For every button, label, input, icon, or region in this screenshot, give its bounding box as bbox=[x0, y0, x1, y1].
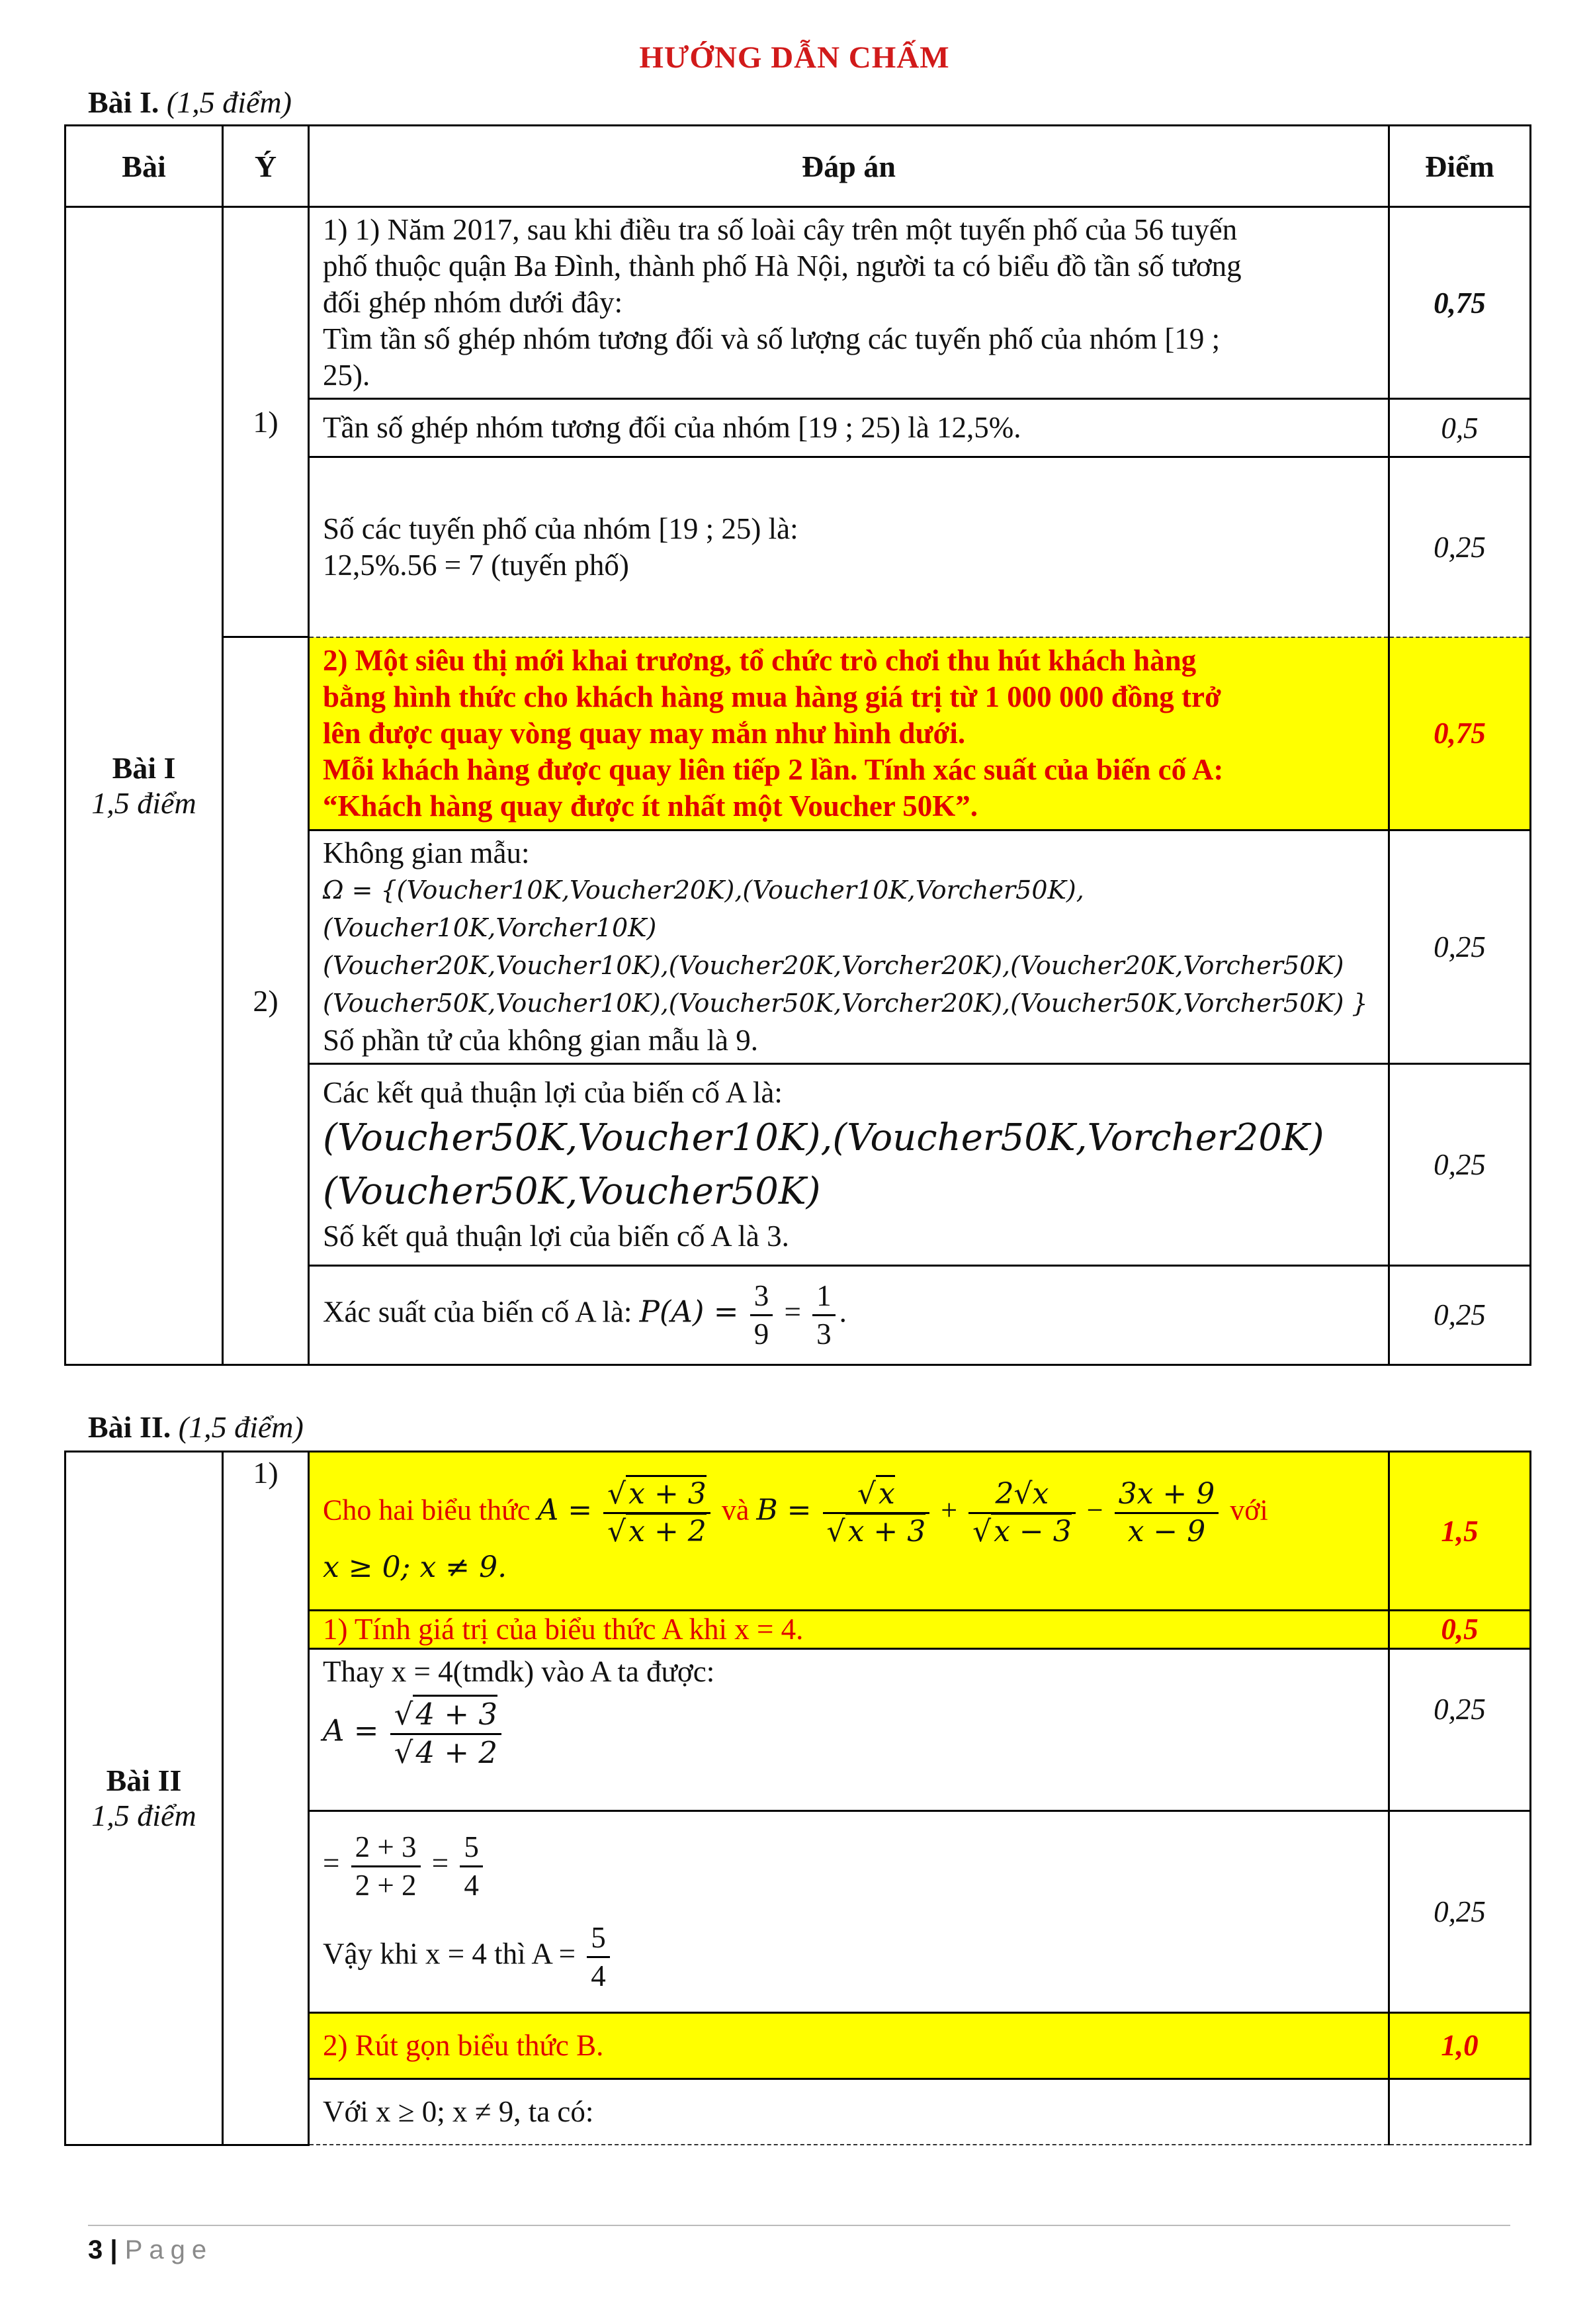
answer-cell bbox=[309, 830, 1389, 1064]
score-cell: 0,75 bbox=[1389, 207, 1531, 399]
section-1-points: (1,5 điểm) bbox=[166, 85, 292, 119]
operator: + bbox=[941, 1494, 958, 1527]
score-cell: 0,75 bbox=[1389, 637, 1531, 830]
answer-line: Tìm tần số ghép nhóm tương đối và số lượng các tuyến phố của nhóm [19 ; bbox=[323, 322, 1221, 355]
denominator: 9 bbox=[753, 1317, 769, 1351]
fraction bbox=[1115, 1476, 1219, 1549]
denominator: 4 bbox=[591, 1959, 606, 1992]
denominator: √x − 3 bbox=[968, 1514, 1076, 1550]
denominator: 3 bbox=[816, 1317, 832, 1351]
question-line: 2) Một siêu thị mới khai trương, tổ chức trò chơi thu hút khách hàng bbox=[323, 644, 1197, 678]
question-line: Mỗi khách hàng được quay liên tiếp 2 lần. Tính xác suất của biến cố A: bbox=[323, 752, 1224, 786]
expression-line bbox=[323, 1920, 1375, 1994]
period: . bbox=[839, 1295, 847, 1329]
fraction bbox=[968, 1476, 1076, 1549]
header-dap-an: Đáp án bbox=[309, 126, 1389, 207]
footer-separator: | bbox=[110, 2235, 118, 2264]
fraction bbox=[812, 1278, 836, 1353]
answer-line: Số kết quả thuận lợi của biến cố A là 3. bbox=[323, 1219, 789, 1253]
sample-space-line: (Voucher20K,Voucher10K),(Voucher20K,Vorcher20K),(Voucher20K,Vorcher50K) bbox=[323, 950, 1344, 980]
fraction bbox=[351, 1829, 421, 1904]
answer-cell: Tần số ghép nhóm tương đối của nhóm [19 ; 25) là 12,5%. bbox=[309, 399, 1389, 457]
numerator: 5 bbox=[460, 1829, 483, 1867]
score-cell: 1,5 bbox=[1389, 1452, 1531, 1611]
page-footer bbox=[88, 2235, 213, 2265]
answer-cell bbox=[309, 1810, 1389, 2012]
fraction bbox=[587, 1920, 610, 1994]
table-row bbox=[65, 637, 1531, 830]
answer-line: Không gian mẫu: bbox=[323, 836, 530, 870]
numerator: 2 + 3 bbox=[351, 1829, 421, 1867]
expression-line bbox=[323, 1476, 1375, 1549]
numerator: 5 bbox=[587, 1920, 610, 1958]
numerator: 2√x bbox=[968, 1476, 1076, 1514]
question-text: Cho hai biểu thức bbox=[323, 1494, 531, 1527]
equals-sign: = bbox=[431, 1846, 449, 1880]
score-cell: 0,25 bbox=[1389, 457, 1531, 637]
denominator: 2 + 2 bbox=[355, 1869, 417, 1902]
section-1-label: Bài I. bbox=[88, 85, 159, 119]
conjunction: và bbox=[721, 1494, 750, 1527]
answer-line: 1) 1) Năm 2017, sau khi điều tra số loài cây trên một tuyến phố của 56 tuyến bbox=[323, 213, 1238, 247]
numerator: √x + 3 bbox=[603, 1476, 710, 1514]
answer-cell bbox=[309, 1063, 1389, 1265]
page-title: HƯỚNG DẪN CHẤM bbox=[639, 40, 950, 75]
radical: x + 3 bbox=[845, 1513, 926, 1548]
radical: x + 2 bbox=[626, 1513, 707, 1548]
denominator: 4 bbox=[464, 1869, 479, 1902]
y-cell-2: 2) bbox=[223, 637, 309, 1365]
favorable-outcomes-line: (Voucher50K,Voucher50K) bbox=[323, 1169, 821, 1213]
expr-b: B = bbox=[756, 1493, 812, 1527]
score-cell: 0,25 bbox=[1389, 1810, 1531, 2012]
table-row bbox=[65, 207, 1531, 399]
bai-cell bbox=[65, 1452, 223, 2145]
denominator: √x + 3 bbox=[823, 1514, 930, 1550]
question-cell bbox=[309, 637, 1389, 830]
expr-a: A = bbox=[323, 1713, 379, 1748]
denominator: x − 9 bbox=[1127, 1515, 1206, 1549]
radical: x + 3 bbox=[626, 1475, 707, 1511]
score-cell: 0,25 bbox=[1389, 1063, 1531, 1265]
answer-cell bbox=[309, 1648, 1389, 1810]
score-cell: 0,25 bbox=[1389, 830, 1531, 1064]
fraction bbox=[750, 1278, 773, 1353]
y-cell-1: 1) bbox=[223, 207, 309, 637]
header-diem: Điểm bbox=[1389, 126, 1531, 207]
denominator: √4 + 2 bbox=[390, 1735, 501, 1771]
radical: 4 + 2 bbox=[413, 1733, 497, 1770]
page-label: Page bbox=[124, 2235, 214, 2264]
numerator: 3 bbox=[750, 1278, 773, 1316]
table-row bbox=[65, 1452, 1531, 1611]
score-cell: 0,25 bbox=[1389, 1265, 1531, 1364]
header-bai: Bài bbox=[65, 126, 223, 207]
score-cell bbox=[1389, 2078, 1531, 2145]
answer-line: Các kết quả thuận lợi của biến cố A là: bbox=[323, 1075, 783, 1109]
score-cell: 0,5 bbox=[1389, 399, 1531, 457]
answer-cell bbox=[309, 1265, 1389, 1364]
fraction bbox=[390, 1697, 501, 1771]
score-cell: 1,0 bbox=[1389, 2012, 1531, 2078]
question-cell: 1) Tính giá trị của biểu thức A khi x = 4. bbox=[309, 1611, 1389, 1649]
question-line: lên được quay vòng quay may mắn như hình dưới. bbox=[323, 716, 966, 750]
fraction bbox=[603, 1476, 710, 1549]
section-2-label: Bài II. bbox=[88, 1410, 171, 1444]
sample-space-line: (Voucher50K,Voucher10K),(Voucher50K,Vorcher20K),(Voucher50K,Vorcher50K) } bbox=[323, 988, 1368, 1018]
answer-cell: Với x ≥ 0; x ≠ 9, ta có: bbox=[309, 2078, 1389, 2145]
section-1-heading bbox=[88, 85, 292, 120]
bai-cell bbox=[65, 207, 223, 1365]
answer-line: phố thuộc quận Ba Đình, thành phố Hà Nội, người ta có biểu đồ tần số tương bbox=[323, 249, 1242, 283]
y-cell-1: 1) bbox=[223, 1452, 309, 2145]
operator: − bbox=[1086, 1494, 1103, 1527]
section-2-points: (1,5 điểm) bbox=[178, 1410, 304, 1444]
answer-line: Số phần tử của không gian mẫu là 9. bbox=[323, 1023, 759, 1057]
answer-line: Số các tuyến phố của nhóm [19 ; 25) là: bbox=[323, 512, 798, 545]
numerator: 3x + 9 bbox=[1115, 1476, 1219, 1514]
numerator: √x bbox=[823, 1476, 930, 1514]
question-line: “Khách hàng quay được ít nhất một Voucher 50K”. bbox=[323, 789, 978, 823]
question-cell: 2) Rút gọn biểu thức B. bbox=[309, 2012, 1389, 2078]
score-cell: 0,5 bbox=[1389, 1611, 1531, 1649]
fraction bbox=[460, 1829, 483, 1904]
grading-table-2 bbox=[64, 1451, 1531, 2146]
numerator: √4 + 3 bbox=[390, 1697, 501, 1735]
expression-line bbox=[323, 1829, 1375, 1904]
page-number: 3 bbox=[88, 2235, 103, 2264]
bai-label: Bài I bbox=[112, 751, 176, 785]
numerator: 1 bbox=[812, 1278, 836, 1316]
fraction bbox=[823, 1476, 930, 1549]
answer-cell bbox=[309, 457, 1389, 637]
equals-sign: = bbox=[784, 1295, 801, 1329]
expression-line bbox=[323, 1697, 1375, 1771]
score-cell: 0,25 bbox=[1389, 1648, 1531, 1810]
table-header-row bbox=[65, 126, 1531, 207]
answer-cell bbox=[309, 207, 1389, 399]
section-2-heading bbox=[88, 1409, 304, 1445]
answer-line: đối ghép nhóm dưới đây: bbox=[323, 286, 623, 320]
favorable-outcomes-line: (Voucher50K,Voucher10K),(Voucher50K,Vorcher20K) bbox=[323, 1116, 1324, 1159]
radical: x bbox=[876, 1475, 895, 1511]
radical: x − 3 bbox=[991, 1513, 1072, 1548]
equals-sign: = bbox=[323, 1846, 340, 1880]
bai-points: 1,5 điểm bbox=[91, 1799, 196, 1833]
grading-table-1 bbox=[64, 124, 1531, 1366]
sample-space-line: Ω = {(Voucher10K,Voucher20K),(Voucher10K,Vorcher50K),(Voucher10K,Vorcher10K) bbox=[323, 875, 1084, 942]
radical: 4 + 3 bbox=[413, 1695, 497, 1732]
bai-label: Bài II bbox=[106, 1764, 182, 1798]
probability-symbol: P(A) = bbox=[639, 1294, 739, 1329]
question-cell bbox=[309, 1452, 1389, 1611]
condition-line: x ≥ 0; x ≠ 9. bbox=[323, 1550, 507, 1584]
answer-line: Thay x = 4(tmdk) vào A ta được: bbox=[323, 1654, 715, 1688]
denominator: √x + 2 bbox=[603, 1514, 710, 1550]
answer-line: 25). bbox=[323, 358, 370, 392]
answer-line: 12,5%.56 = 7 (tuyến phố) bbox=[323, 548, 629, 582]
question-line: bằng hình thức cho khách hàng mua hàng giá trị từ 1 000 000 đồng trở bbox=[323, 680, 1221, 713]
footer-divider bbox=[88, 2225, 1510, 2226]
expr-a: A = bbox=[537, 1493, 593, 1527]
answer-text: Vậy khi x = 4 thì A = bbox=[323, 1937, 576, 1971]
conjunction: với bbox=[1230, 1494, 1268, 1527]
probability-text: Xác suất của biến cố A là: bbox=[323, 1295, 632, 1329]
header-y: Ý bbox=[223, 126, 309, 207]
bai-points: 1,5 điểm bbox=[91, 786, 196, 821]
